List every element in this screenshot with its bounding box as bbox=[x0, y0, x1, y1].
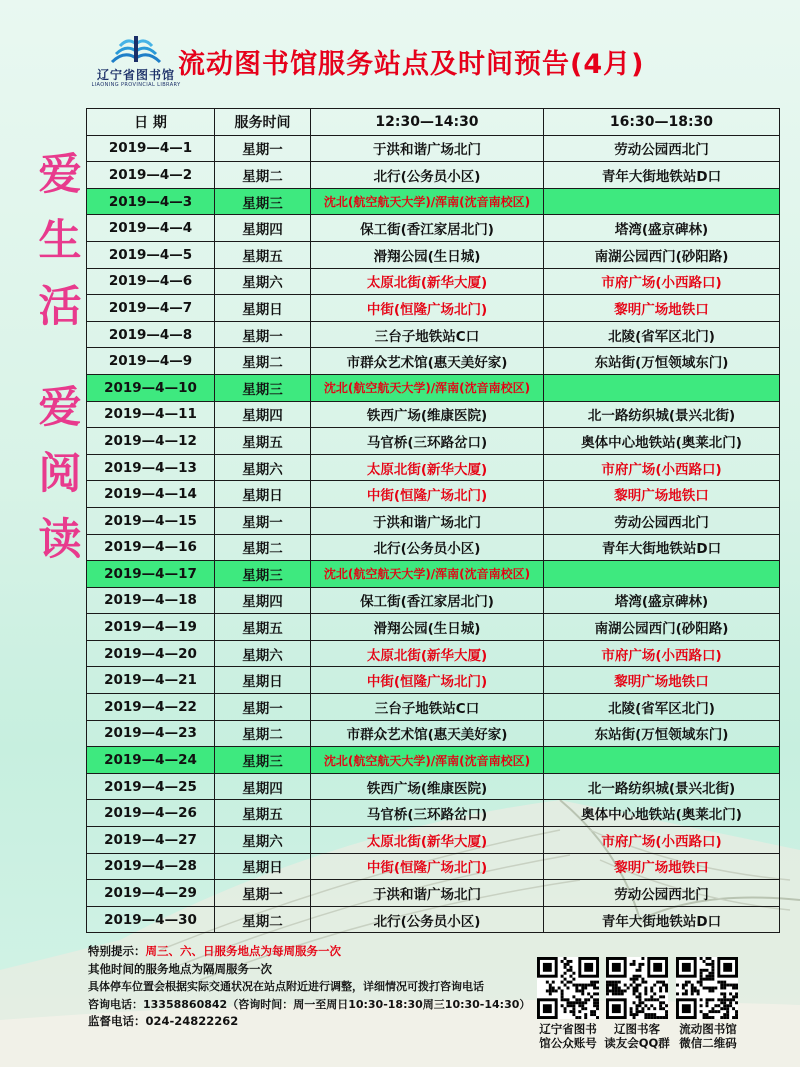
table-row bbox=[87, 827, 780, 854]
qr-caption-line: 微信二维码 bbox=[679, 1036, 737, 1050]
weekday-cell: 星期日 bbox=[215, 481, 311, 508]
slogan-char: 爱 bbox=[38, 150, 82, 200]
qr-code-qq-group bbox=[606, 957, 668, 1019]
slot1-location-cell: 太原北街(新华大厦) bbox=[311, 268, 544, 295]
table-row bbox=[87, 135, 780, 162]
date-cell: 2019—4—17 bbox=[87, 561, 215, 588]
slot1-location-cell: 于洪和谐广场北门 bbox=[311, 135, 544, 162]
date-cell: 2019—4—24 bbox=[87, 747, 215, 774]
slot1-location-cell: 沈北(航空航天大学)/浑南(沈音南校区) bbox=[311, 188, 544, 215]
qr-code-icon bbox=[606, 957, 668, 1019]
slot1-location-cell: 太原北街(新华大厦) bbox=[311, 640, 544, 667]
weekday-cell: 星期二 bbox=[215, 720, 311, 747]
slot1-location-cell: 滑翔公园(生日城) bbox=[311, 614, 544, 641]
slot2-location-cell bbox=[544, 188, 780, 215]
slot1-location-cell: 市群众艺术馆(惠天美好家) bbox=[311, 348, 544, 375]
qr-code-official-account bbox=[537, 957, 599, 1019]
weekday-cell: 星期五 bbox=[215, 800, 311, 827]
weekday-cell: 星期三 bbox=[215, 374, 311, 401]
qr-code-icon bbox=[537, 957, 599, 1019]
slot2-location-cell: 青年大街地铁站D口 bbox=[544, 534, 780, 561]
slot2-location-cell: 黎明广场地铁口 bbox=[544, 667, 780, 694]
header-date: 日 期 bbox=[87, 109, 215, 136]
slot1-location-cell: 马官桥(三环路岔口) bbox=[311, 800, 544, 827]
table-row bbox=[87, 321, 780, 348]
slot1-location-cell: 北行(公务员小区) bbox=[311, 906, 544, 933]
consult-phone: 咨询电话：13358860842（咨询时间：周一至周日10:30-18:30周三10:30-14:30） bbox=[88, 997, 531, 1011]
date-cell: 2019—4—10 bbox=[87, 374, 215, 401]
table-row bbox=[87, 268, 780, 295]
date-cell: 2019—4—1 bbox=[87, 135, 215, 162]
slot2-location-cell: 黎明广场地铁口 bbox=[544, 853, 780, 880]
weekday-cell: 星期一 bbox=[215, 694, 311, 721]
slot2-location-cell: 市府广场(小西路口) bbox=[544, 640, 780, 667]
slogan-char: 读 bbox=[38, 515, 82, 565]
qr-code-wechat bbox=[676, 957, 738, 1019]
hint-label: 特别提示： bbox=[88, 944, 146, 958]
slot2-location-cell: 黎明广场地铁口 bbox=[544, 295, 780, 322]
weekday-cell: 星期五 bbox=[215, 241, 311, 268]
date-cell: 2019—4—5 bbox=[87, 241, 215, 268]
slot2-location-cell: 北陵(省军区北门) bbox=[544, 321, 780, 348]
date-cell: 2019—4—4 bbox=[87, 215, 215, 242]
book-logo-icon bbox=[108, 32, 164, 66]
slot2-location-cell: 奥体中心地铁站(奥莱北门) bbox=[544, 428, 780, 455]
note-line: 具体停车位置会根据实际交通状况在站点附近进行调整，详细情况可拨打咨询电话 bbox=[88, 980, 484, 994]
table-row bbox=[87, 241, 780, 268]
header-weekday: 服务时间 bbox=[215, 109, 311, 136]
weekday-cell: 星期三 bbox=[215, 561, 311, 588]
date-cell: 2019—4—30 bbox=[87, 906, 215, 933]
slot1-location-cell: 中街(恒隆广场北门) bbox=[311, 853, 544, 880]
table-row bbox=[87, 747, 780, 774]
slogan-char: 爱 bbox=[38, 383, 82, 433]
date-cell: 2019—4—3 bbox=[87, 188, 215, 215]
weekday-cell: 星期三 bbox=[215, 747, 311, 774]
notes-block bbox=[88, 943, 538, 1031]
slot2-location-cell: 市府广场(小西路口) bbox=[544, 454, 780, 481]
date-cell: 2019—4—28 bbox=[87, 853, 215, 880]
slot2-location-cell: 北一路纺织城(景兴北街) bbox=[544, 773, 780, 800]
slot2-location-cell: 北陵(省军区北门) bbox=[544, 694, 780, 721]
slot2-location-cell bbox=[544, 374, 780, 401]
weekday-cell: 星期二 bbox=[215, 348, 311, 375]
table-row bbox=[87, 215, 780, 242]
slot2-location-cell: 奥体中心地铁站(奥莱北门) bbox=[544, 800, 780, 827]
slot2-location-cell: 劳动公园西北门 bbox=[544, 135, 780, 162]
date-cell: 2019—4—26 bbox=[87, 800, 215, 827]
table-row bbox=[87, 561, 780, 588]
weekday-cell: 星期二 bbox=[215, 534, 311, 561]
date-cell: 2019—4—15 bbox=[87, 507, 215, 534]
slot1-location-cell: 北行(公务员小区) bbox=[311, 162, 544, 189]
slot1-location-cell: 铁西广场(维康医院) bbox=[311, 773, 544, 800]
weekday-cell: 星期六 bbox=[215, 268, 311, 295]
weekday-cell: 星期四 bbox=[215, 773, 311, 800]
slot2-location-cell bbox=[544, 747, 780, 774]
header-slot-1: 12:30—14:30 bbox=[311, 109, 544, 136]
table-row bbox=[87, 374, 780, 401]
slot1-location-cell: 于洪和谐广场北门 bbox=[311, 507, 544, 534]
slot2-location-cell bbox=[544, 561, 780, 588]
table-row bbox=[87, 401, 780, 428]
slot1-location-cell: 保工街(香江家居北门) bbox=[311, 587, 544, 614]
weekday-cell: 星期四 bbox=[215, 587, 311, 614]
table-row bbox=[87, 587, 780, 614]
table-row bbox=[87, 295, 780, 322]
schedule-body bbox=[87, 135, 780, 933]
date-cell: 2019—4—16 bbox=[87, 534, 215, 561]
table-row bbox=[87, 507, 780, 534]
weekday-cell: 星期一 bbox=[215, 507, 311, 534]
slot1-location-cell: 马官桥(三环路岔口) bbox=[311, 428, 544, 455]
slot2-location-cell: 劳动公园西北门 bbox=[544, 880, 780, 907]
table-row bbox=[87, 162, 780, 189]
date-cell: 2019—4—2 bbox=[87, 162, 215, 189]
table-row bbox=[87, 188, 780, 215]
hint-text: 周三、六、日服务地点为每周服务一次 bbox=[145, 944, 341, 958]
table-row bbox=[87, 720, 780, 747]
weekday-cell: 星期一 bbox=[215, 321, 311, 348]
date-cell: 2019—4—8 bbox=[87, 321, 215, 348]
weekday-cell: 星期六 bbox=[215, 640, 311, 667]
date-cell: 2019—4—27 bbox=[87, 827, 215, 854]
special-hint bbox=[88, 943, 538, 961]
slot2-location-cell: 劳动公园西北门 bbox=[544, 507, 780, 534]
table-row bbox=[87, 640, 780, 667]
slot1-location-cell: 沈北(航空航天大学)/浑南(沈音南校区) bbox=[311, 747, 544, 774]
date-cell: 2019—4—20 bbox=[87, 640, 215, 667]
slogan-love-reading bbox=[25, 375, 95, 573]
slot2-location-cell: 南湖公园西门(砂阳路) bbox=[544, 614, 780, 641]
table-row bbox=[87, 481, 780, 508]
date-cell: 2019—4—14 bbox=[87, 481, 215, 508]
date-cell: 2019—4—7 bbox=[87, 295, 215, 322]
slot1-location-cell: 北行(公务员小区) bbox=[311, 534, 544, 561]
weekday-cell: 星期日 bbox=[215, 295, 311, 322]
qr-caption-line: 流动图书馆 bbox=[679, 1022, 737, 1036]
slot1-location-cell: 太原北街(新华大厦) bbox=[311, 454, 544, 481]
slot1-location-cell: 沈北(航空航天大学)/浑南(沈音南校区) bbox=[311, 374, 544, 401]
weekday-cell: 星期五 bbox=[215, 614, 311, 641]
table-header-row bbox=[87, 109, 780, 136]
weekday-cell: 星期一 bbox=[215, 135, 311, 162]
slot2-location-cell: 北一路纺织城(景兴北街) bbox=[544, 401, 780, 428]
table-row bbox=[87, 454, 780, 481]
slot2-location-cell: 塔湾(盛京碑林) bbox=[544, 215, 780, 242]
slot2-location-cell: 黎明广场地铁口 bbox=[544, 481, 780, 508]
logo-chinese-name: 辽宁省图书馆 bbox=[96, 68, 175, 82]
slot1-location-cell: 铁西广场(维康医院) bbox=[311, 401, 544, 428]
slot1-location-cell: 三台子地铁站C口 bbox=[311, 321, 544, 348]
table-row bbox=[87, 853, 780, 880]
slot1-location-cell: 中街(恒隆广场北门) bbox=[311, 295, 544, 322]
weekday-cell: 星期二 bbox=[215, 162, 311, 189]
weekday-cell: 星期三 bbox=[215, 188, 311, 215]
slot1-location-cell: 中街(恒隆广场北门) bbox=[311, 481, 544, 508]
date-cell: 2019—4—29 bbox=[87, 880, 215, 907]
slot1-location-cell: 三台子地铁站C口 bbox=[311, 694, 544, 721]
weekday-cell: 星期六 bbox=[215, 454, 311, 481]
table-row bbox=[87, 906, 780, 933]
table-row bbox=[87, 773, 780, 800]
slot1-location-cell: 于洪和谐广场北门 bbox=[311, 880, 544, 907]
weekday-cell: 星期六 bbox=[215, 827, 311, 854]
slot2-location-cell: 塔湾(盛京碑林) bbox=[544, 587, 780, 614]
slot1-location-cell: 保工街(香江家居北门) bbox=[311, 215, 544, 242]
slot2-location-cell: 东站街(万恒领域东门) bbox=[544, 348, 780, 375]
slogan-char: 活 bbox=[38, 282, 82, 332]
table-row bbox=[87, 534, 780, 561]
weekday-cell: 星期四 bbox=[215, 215, 311, 242]
qr-caption-line: 辽宁省图书 bbox=[539, 1022, 597, 1036]
page-title: 流动图书馆服务站点及时间预告(4月) bbox=[178, 49, 645, 80]
date-cell: 2019—4—25 bbox=[87, 773, 215, 800]
slot2-location-cell: 东站街(万恒领域东门) bbox=[544, 720, 780, 747]
library-logo bbox=[86, 32, 186, 96]
schedule-table bbox=[86, 108, 780, 933]
weekday-cell: 星期五 bbox=[215, 428, 311, 455]
table-row bbox=[87, 800, 780, 827]
table-row bbox=[87, 667, 780, 694]
note-line: 其他时间的服务地点为隔周服务一次 bbox=[88, 961, 272, 976]
logo-english-name: LIAONING PROVINCIAL LIBRARY bbox=[91, 82, 181, 88]
table-row bbox=[87, 348, 780, 375]
slot1-location-cell: 太原北街(新华大厦) bbox=[311, 827, 544, 854]
slot1-location-cell: 滑翔公园(生日城) bbox=[311, 241, 544, 268]
supervise-phone: 监督电话：024-24822262 bbox=[88, 1014, 239, 1029]
qr-caption-line: 馆公众账号 bbox=[539, 1036, 597, 1050]
slot2-location-cell: 青年大街地铁站D口 bbox=[544, 162, 780, 189]
qr-caption-wechat bbox=[666, 1022, 750, 1050]
weekday-cell: 星期日 bbox=[215, 853, 311, 880]
slogan-char: 生 bbox=[38, 216, 82, 266]
date-cell: 2019—4—19 bbox=[87, 614, 215, 641]
table-row bbox=[87, 428, 780, 455]
slogan-char: 阅 bbox=[38, 449, 82, 499]
table-row bbox=[87, 880, 780, 907]
header-slot-2: 16:30—18:30 bbox=[544, 109, 780, 136]
slot2-location-cell: 市府广场(小西路口) bbox=[544, 827, 780, 854]
slot2-location-cell: 市府广场(小西路口) bbox=[544, 268, 780, 295]
slot2-location-cell: 青年大街地铁站D口 bbox=[544, 906, 780, 933]
slot2-location-cell: 南湖公园西门(砂阳路) bbox=[544, 241, 780, 268]
slot1-location-cell: 市群众艺术馆(惠天美好家) bbox=[311, 720, 544, 747]
table-row bbox=[87, 614, 780, 641]
date-cell: 2019—4—18 bbox=[87, 587, 215, 614]
date-cell: 2019—4—11 bbox=[87, 401, 215, 428]
weekday-cell: 星期二 bbox=[215, 906, 311, 933]
slot1-location-cell: 沈北(航空航天大学)/浑南(沈音南校区) bbox=[311, 561, 544, 588]
slot1-location-cell: 中街(恒隆广场北门) bbox=[311, 667, 544, 694]
date-cell: 2019—4—21 bbox=[87, 667, 215, 694]
date-cell: 2019—4—12 bbox=[87, 428, 215, 455]
date-cell: 2019—4—6 bbox=[87, 268, 215, 295]
qr-caption-line: 读友会QQ群 bbox=[604, 1036, 670, 1050]
weekday-cell: 星期日 bbox=[215, 667, 311, 694]
weekday-cell: 星期一 bbox=[215, 880, 311, 907]
date-cell: 2019—4—23 bbox=[87, 720, 215, 747]
weekday-cell: 星期四 bbox=[215, 401, 311, 428]
table-row bbox=[87, 694, 780, 721]
date-cell: 2019—4—13 bbox=[87, 454, 215, 481]
date-cell: 2019—4—22 bbox=[87, 694, 215, 721]
qr-caption-line: 辽图书客 bbox=[614, 1022, 660, 1036]
slogan-love-life bbox=[25, 142, 95, 340]
qr-code-icon bbox=[676, 957, 738, 1019]
date-cell: 2019—4—9 bbox=[87, 348, 215, 375]
